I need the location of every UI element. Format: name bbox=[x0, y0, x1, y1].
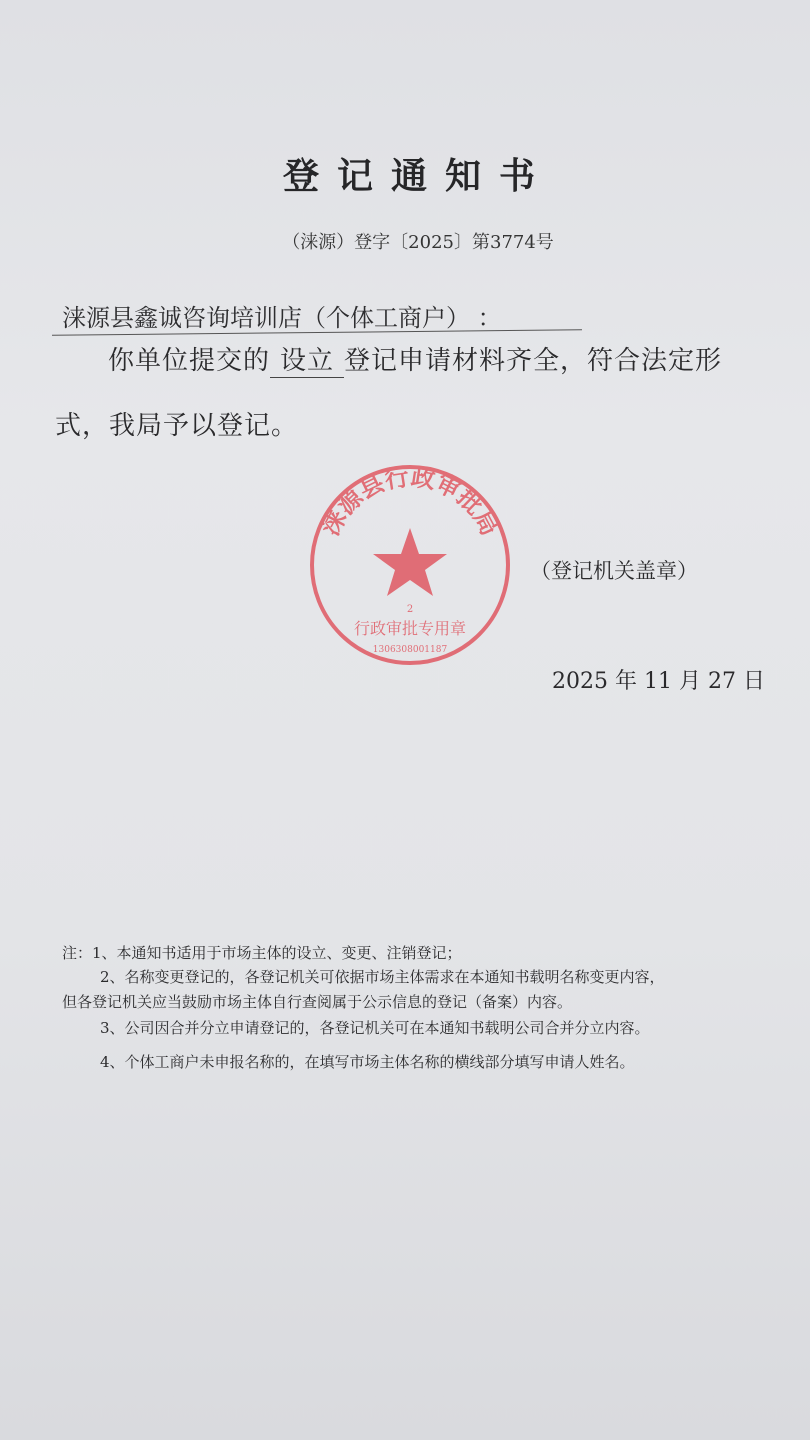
note-2-cont: 但各登记机关应当鼓励市场主体自行查阅属于公示信息的登记（备案）内容。 bbox=[62, 993, 573, 1011]
official-seal bbox=[305, 460, 515, 670]
body-suffix: 登记申请材料齐全，符合法定形 bbox=[344, 346, 723, 376]
issue-date: 2025 年 11 月 27 日 bbox=[552, 669, 765, 694]
note-2: 2、名称变更登记的，各登记机关可依据市场主体需求在本通知书载明名称变更内容， bbox=[100, 968, 665, 986]
seal-sub: 2 bbox=[406, 604, 414, 615]
seal-star-icon bbox=[373, 528, 447, 596]
seal-bottom-text: 行政审批专用章 bbox=[353, 619, 467, 638]
stamp-label: （登记机关盖章） bbox=[530, 559, 698, 583]
body-line-2: 式，我局予以登记。 bbox=[55, 411, 299, 441]
seal-number: 1306308001187 bbox=[372, 645, 448, 655]
note-3: 3、公司因合并分立申请登记的，各登记机关可在本通知书载明公司合并分立内容。 bbox=[100, 1019, 650, 1037]
note-1: 注：1、本通知书适用于市场主体的设立、变更、注销登记； bbox=[62, 944, 462, 962]
document-title: 登记通知书 bbox=[282, 155, 553, 197]
body-line-1 bbox=[108, 340, 722, 378]
note-4: 4、个体工商户未申报名称的，在填写市场主体名称的横线部分填写申请人姓名。 bbox=[100, 1053, 635, 1071]
addressee: 涞源县鑫诚咨询培训店（个体工商户） ： bbox=[62, 304, 502, 332]
seal-top-text: 涞源县行政审批局 bbox=[315, 461, 505, 541]
body-prefix: 你单位提交的 bbox=[108, 346, 271, 376]
registration-type: 设立 bbox=[270, 340, 344, 378]
document-number: （涞源）登字〔2025〕第3774号 bbox=[282, 232, 554, 253]
